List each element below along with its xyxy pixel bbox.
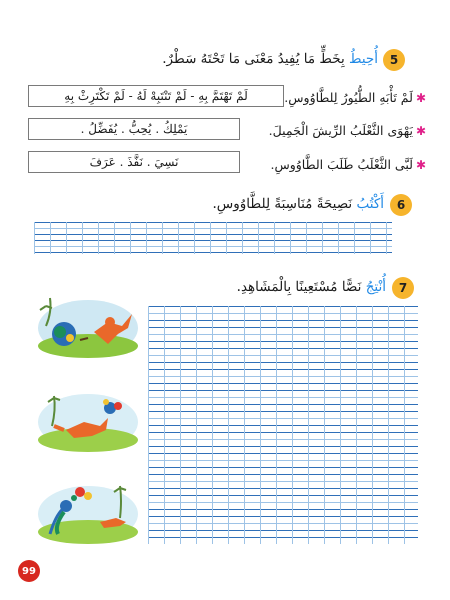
grid-column-line xyxy=(180,306,181,544)
grid-column-line xyxy=(98,222,99,254)
grid-column-line xyxy=(388,306,389,544)
grid-column-line xyxy=(322,222,323,254)
grid-column-line xyxy=(274,222,275,254)
writing-line xyxy=(148,488,418,489)
grid-column-line xyxy=(244,306,245,544)
writing-line xyxy=(148,495,418,496)
bullet-icon: ✱ xyxy=(415,91,426,105)
exercise-6-keyword: أَكْتُبُ xyxy=(356,196,384,212)
writing-line xyxy=(148,348,418,349)
grid-column-line xyxy=(50,222,51,254)
exercise-5-options-2[interactable]: يَمْلِكُ . يُحِبُّ . يُفَضِّلُ . xyxy=(28,118,240,140)
writing-line xyxy=(148,460,418,461)
grid-column-line xyxy=(130,222,131,254)
exercise-5-instruction: أُحِيطُ بِخَطٍّ مَا يُفِيدُ مَعْنَى مَا تَحْتَهُ سَطْرٌ. xyxy=(162,51,378,67)
grid-column-line xyxy=(292,306,293,544)
exercise-5-sentence-2: ✱يَهْوَى الثَّعْلَبُ الرِّيشَ الْجَمِيلَ. xyxy=(268,123,426,138)
grid-column-line xyxy=(194,222,195,254)
writing-line xyxy=(148,481,418,482)
exercise-7-instruction: أُنْتِجُ نَصًّا مُسْتَعِينًا بِالْمَشَاهِدِ. xyxy=(236,279,386,295)
page-number-badge: 99 xyxy=(18,560,40,582)
grid-column-line xyxy=(404,306,405,544)
writing-line xyxy=(148,502,418,503)
grid-column-line xyxy=(386,222,387,254)
writing-line xyxy=(148,306,418,307)
grid-column-line xyxy=(356,306,357,544)
writing-line xyxy=(148,446,418,447)
exercise-5-sentence-1: ✱لَمْ تَأْبَهِ الطُّيُورُ لِلطَّاوُوسِ. xyxy=(284,90,426,105)
writing-line xyxy=(148,474,418,475)
grid-column-line xyxy=(34,222,35,254)
grid-column-line xyxy=(114,222,115,254)
writing-line xyxy=(148,362,418,363)
writing-line xyxy=(148,341,418,342)
grid-column-line xyxy=(146,222,147,254)
writing-line xyxy=(148,327,418,328)
illustration-peacock-fox-3 xyxy=(36,478,140,544)
writing-line xyxy=(148,397,418,398)
writing-line xyxy=(148,411,418,412)
writing-line xyxy=(148,439,418,440)
writing-line xyxy=(148,530,418,531)
grid-column-line xyxy=(228,306,229,544)
grid-column-line xyxy=(308,306,309,544)
grid-column-line xyxy=(164,306,165,544)
grid-column-line xyxy=(276,306,277,544)
exercise-6-writing-lines[interactable] xyxy=(34,222,392,256)
grid-column-line xyxy=(338,222,339,254)
writing-line xyxy=(148,425,418,426)
grid-column-line xyxy=(148,306,149,544)
grid-column-line xyxy=(290,222,291,254)
exercise-7-writing-lines[interactable] xyxy=(148,306,418,544)
grid-column-line xyxy=(226,222,227,254)
writing-line xyxy=(148,313,418,314)
grid-column-line xyxy=(370,222,371,254)
writing-line xyxy=(148,334,418,335)
exercise-6-badge: 6 xyxy=(390,194,412,216)
exercise-5-sentence-3: ✱لَبَّى الثَّعْلَبُ طَلَبَ الطَّاوُوسِ. xyxy=(270,157,426,172)
exercise-7-keyword: أُنْتِجُ xyxy=(365,279,386,295)
writing-line xyxy=(148,523,418,524)
grid-column-line xyxy=(354,222,355,254)
writing-line xyxy=(148,390,418,391)
grid-column-line xyxy=(210,222,211,254)
grid-column-line xyxy=(258,222,259,254)
writing-line xyxy=(148,376,418,377)
writing-line xyxy=(148,516,418,517)
exercise-5-options-1[interactable]: لَمْ تَهْتَمَّ بِهِ - لَمْ تَنْتَبِهْ لَهُ - لَمْ تَكْتَرِثْ بِهِ xyxy=(28,85,284,107)
writing-line xyxy=(148,355,418,356)
writing-line xyxy=(148,467,418,468)
writing-line xyxy=(148,537,418,538)
writing-line xyxy=(148,418,418,419)
grid-column-line xyxy=(178,222,179,254)
writing-line xyxy=(148,509,418,510)
grid-column-line xyxy=(242,222,243,254)
writing-line xyxy=(148,320,418,321)
bullet-icon: ✱ xyxy=(415,158,426,172)
grid-column-line xyxy=(82,222,83,254)
exercise-5-options-3[interactable]: نَسِيَ . نَفَّذَ . عَرَفَ xyxy=(28,151,240,173)
writing-line xyxy=(148,453,418,454)
grid-column-line xyxy=(324,306,325,544)
grid-column-line xyxy=(212,306,213,544)
writing-line xyxy=(148,404,418,405)
illustration-fox-chasing-2 xyxy=(36,386,140,452)
grid-column-line xyxy=(162,222,163,254)
exercise-6-instruction: أَكْتُبُ نَصِيحَةً مُنَاسِبَةً لِلطَّاوُوسِ. xyxy=(212,196,384,212)
illustration-peacock-fox-1 xyxy=(36,292,140,358)
grid-column-line xyxy=(372,306,373,544)
grid-column-line xyxy=(306,222,307,254)
exercise-7-badge: 7 xyxy=(392,277,414,299)
grid-column-line xyxy=(196,306,197,544)
writing-line xyxy=(148,432,418,433)
writing-line xyxy=(148,383,418,384)
exercise-5-badge: 5 xyxy=(383,49,405,71)
grid-column-line xyxy=(66,222,67,254)
exercise-5-keyword: أُحِيطُ xyxy=(349,51,378,67)
bullet-icon: ✱ xyxy=(415,124,426,138)
grid-column-line xyxy=(260,306,261,544)
writing-line xyxy=(148,369,418,370)
grid-column-line xyxy=(340,306,341,544)
